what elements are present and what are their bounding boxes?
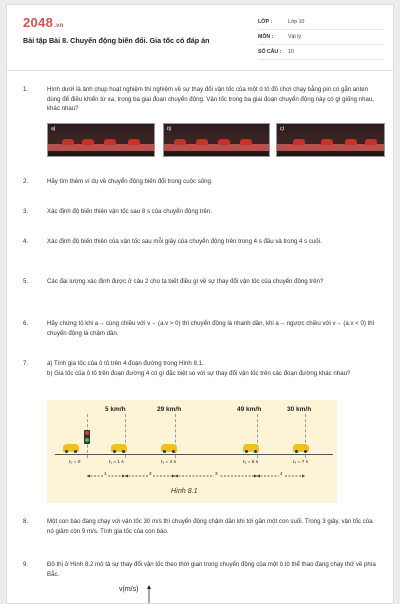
site-logo[interactable] (23, 15, 64, 30)
car-image (293, 139, 305, 145)
question-text: Hãy tìm thêm ví dụ về chuyển động biến đổi trong cuộc sống. (47, 178, 213, 185)
question-text: Hình dưới là ảnh chụp hoạt nghiệm thí nghiệm về sự thay đổi vận tốc của một ô tô đồ chơi chạy bằng pin có gắn anten dùng để điều khiển từ xa, trong ba giai đoạn chuyển động. Vận tốc trong ba giai đoạn chuyển động này có gì giống nhau, khác nhau? (47, 86, 374, 112)
meta-value: Lớp 10 (288, 19, 305, 25)
car-image (321, 139, 333, 145)
meta-row-count (258, 45, 384, 60)
traffic-light-icon (84, 430, 90, 444)
question-number: 4. (23, 238, 29, 245)
car-image (240, 139, 252, 145)
car-image (365, 139, 377, 145)
question-number: 8. (23, 518, 29, 525)
car-icon (161, 444, 177, 452)
logo-suffix: .vn (54, 23, 64, 29)
road-line (55, 454, 333, 455)
question-number: 5. (23, 278, 29, 285)
document-header (7, 5, 393, 71)
track (164, 144, 269, 151)
track (48, 144, 154, 151)
car-icon (111, 444, 127, 452)
speed-label: 30 km/h (287, 406, 312, 413)
question-number: 6. (23, 320, 29, 327)
figure-caption: Hình 8.1 (171, 488, 198, 495)
graph-axis-arrow (146, 585, 152, 604)
photo-label: c) (280, 126, 285, 132)
car-image (196, 139, 208, 145)
question-text: a) Tính gia tốc của ô tô trên 4 đoạn đường trong Hình 8.1. b) Gia tốc của ô tô trên đoạn đường 4 có gì đặc biệt so với sự thay đổi vận tốc trên các đoạn đường khác nhau? (47, 360, 351, 377)
question-text: Hãy chứng tỏ khi a→ cùng chiều với v→ (a.v > 0) thì chuyển động là nhanh dần, khi a→ ngược chiều với v→ (a.v < 0) thì chuyển động là chậm dần. (47, 320, 375, 337)
logo-text: 2048 (23, 15, 54, 30)
document-sheet (6, 4, 394, 604)
figure-8-1 (47, 400, 337, 503)
segment-label: 1 (104, 472, 107, 477)
time-label: t₁ = 1 s (109, 460, 124, 465)
time-label: t₃ = 6 s (243, 460, 259, 465)
question-text: Xác định độ biến thiên vận tốc sau 8 s của chuyển động trên. (47, 208, 212, 215)
experiment-photos (47, 123, 385, 157)
meta-key: LỚP : (258, 19, 273, 25)
photo-label: a) (51, 126, 56, 132)
car-image (104, 139, 116, 145)
question-7 (23, 359, 379, 388)
question-number: 3. (23, 208, 29, 215)
car-image (218, 139, 230, 145)
time-label: t₀ = 0 (69, 460, 81, 465)
photo-b (163, 123, 270, 157)
time-label: t₂ = 4 s (161, 460, 177, 465)
speed-label: 29 km/h (157, 406, 182, 413)
page-title: Bài tập Bài 8. Chuyển động biến đổi. Gia tốc có đáp án (23, 36, 210, 45)
car-icon (63, 444, 79, 452)
photo-a (47, 123, 155, 157)
segment-label: 2 (149, 472, 152, 477)
speed-label: 5 km/h (105, 406, 126, 413)
question-text: Đồ thị ở Hình 8.2 mô tả sự thay đổi vận tốc theo thời gian trong chuyển động của một ô tô thể thao đang chạy thử về phía Bắc. (47, 561, 376, 578)
question-number: 1. (23, 86, 29, 93)
car-image (174, 139, 186, 145)
car-image (82, 139, 94, 145)
photo-label: b) (167, 126, 172, 132)
car-image (345, 139, 357, 145)
question-text: Một con báo đang chạy với vận tốc 30 m/s thì chuyển động chậm dần khi tới gần một con suối. Trong 3 giây, vận tốc của nó giảm còn 9 m/s. Tính gia tốc của con báo. (47, 518, 373, 535)
question-number: 7. (23, 360, 29, 367)
car-image (62, 139, 74, 145)
car-icon (293, 444, 309, 452)
segment-label: 3 (215, 472, 218, 477)
segment-arrows (47, 470, 337, 482)
meta-key: SỐ CÂU : (258, 49, 282, 55)
question-number: 2. (23, 178, 29, 185)
question-text: Các đại lượng xác định được ở câu 2 cho ta biết điều gì về sự thay đổi vận tốc của chuyển động trên? (47, 278, 324, 285)
car-icon (243, 444, 259, 452)
time-label: t₄ = 7 s (293, 460, 309, 465)
meta-row-subject (258, 30, 384, 45)
meta-key: MÔN : (258, 34, 274, 40)
segment-label: 4 (280, 472, 283, 477)
meta-value: Vật lý (288, 34, 301, 40)
meta-value: 10 (288, 49, 294, 55)
question-text: Xác định độ biến thiên của vận tốc sau mỗi giây của chuyển động trên trong 4 s đầu và trong 4 s cuối. (47, 238, 322, 245)
meta-row-class (258, 15, 384, 30)
question-number: 9. (23, 561, 29, 568)
graph-axis-label: v(m/s) (119, 586, 139, 593)
track (277, 144, 384, 151)
speed-label: 49 km/h (237, 406, 262, 413)
photo-c (276, 123, 385, 157)
meta-table (258, 15, 384, 60)
car-image (128, 139, 140, 145)
